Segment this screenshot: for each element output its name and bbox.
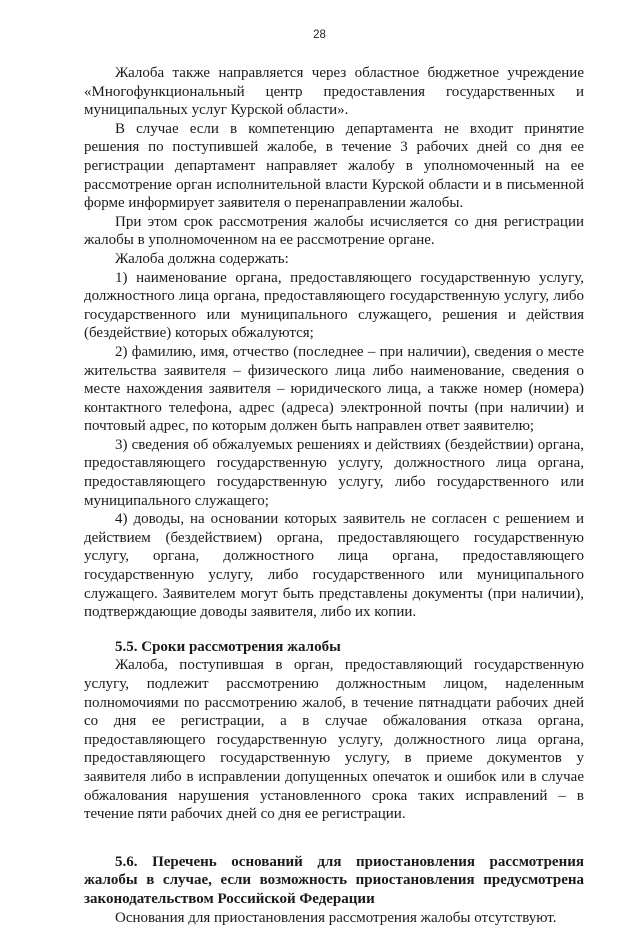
paragraph-complaint-contents: Жалоба должна содержать: (115, 250, 289, 267)
list-item-1: 1) наименование органа, предоставляющего государственную услугу, должностного лица органа, предоставляющего государственную услугу, либо государственного или муниципального служащего, решения и действия (бездействие) которых обжалуются; (84, 269, 584, 342)
list-item-2: 2) фамилию, имя, отчество (последнее – при наличии), сведения о месте жительства заявителя – физического лица либо наименование, сведения о месте нахождения заявителя – юридического лица, а также номер (номера) контактного телефона, адрес (адреса) электронной почты (при наличии) и почтовый адрес, по которым должен быть направлен ответ заявителю; (84, 343, 584, 435)
section-heading-5-5: 5.5. Сроки рассмотрения жалобы (115, 638, 341, 655)
page-number: 28 (313, 29, 326, 41)
section-text-5-6: Основания для приостановления рассмотрения жалобы отсутствуют. (115, 909, 557, 926)
list-item-3: 3) сведения об обжалуемых решениях и действиях (бездействии) органа, предоставляющего государственную услугу, должностного лица органа, предоставляющего государственную услугу, либо государственного или муниципального служащего; (84, 436, 584, 509)
section-text-5-5: Жалоба, поступившая в орган, предоставляющий государственную услугу, подлежит рассмотрению должностным лицом, наделенным полномочиями по рассмотрению жалоб, в течение пятнадцати рабочих дней со дня ее регистрации, а в случае обжалования отказа органа, предоставляющего государственную услугу, должностного лица органа, предоставляющего государственную услугу, в приеме документов у заявителя либо в исправлении допущенных опечаток и ошибок или в случае обжалования нарушения установленного срока таких исправлений – в течение пяти рабочих дней со дня ее регистрации. (84, 657, 584, 823)
list-item-4: 4) доводы, на основании которых заявитель не согласен с решением и действием (бездействием) органа, предоставляющего государственную услугу, органа, должностного лица органа, предоставляющего государственную услугу, либо государственного или муниципального служащего. Заявителем могут быть представлены документы (при наличии), подтверждающие доводы заявителя, либо их копии. (84, 511, 584, 621)
paragraph-redirect: В случае если в компетенцию департамента не входит принятие решения по поступившей жалобе, в течение 3 рабочих дней со дня ее регистрации департамент направляет жалобу в уполномоченный на ее рассмотрение орган исполнительной власти Курской области и в письменной форме информирует заявителя о перенаправлении жалобы. (84, 120, 584, 212)
section-heading-5-6: 5.6. Перечень оснований для приостановления рассмотрения жалобы в случае, если возможность приостановления предусмотрена законодательством Российской Федерации (84, 853, 584, 907)
paragraph-mfc: Жалоба также направляется через областное бюджетное учреждение «Многофункциональный центр предоставления государственных и муниципальных услуг Курской области». (84, 65, 584, 119)
document-body (84, 64, 584, 927)
paragraph-term-start: При этом срок рассмотрения жалобы исчисляется со дня регистрации жалобы в уполномоченном на ее рассмотрение органе. (84, 213, 584, 249)
